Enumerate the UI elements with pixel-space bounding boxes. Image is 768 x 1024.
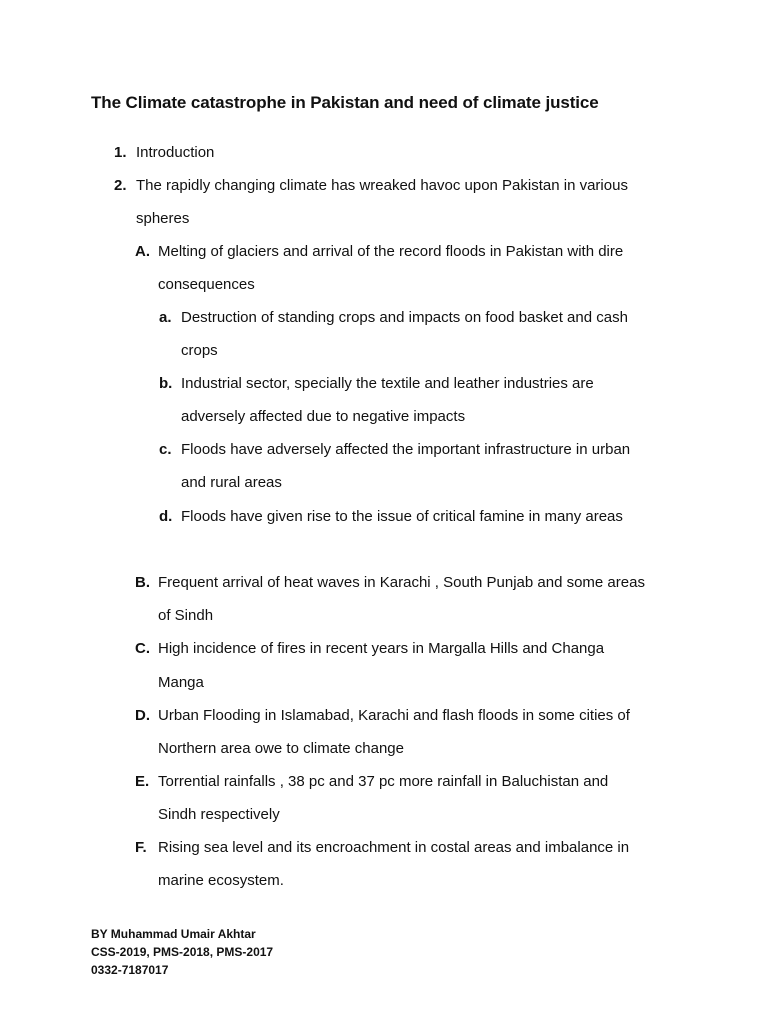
author-footer [91,925,273,979]
document-title: The Climate catastrophe in Pakistan and need of climate justice [91,93,599,112]
author-phone: 0332-7187017 [91,963,169,977]
author-name: BY Muhammad Umair Akhtar [91,927,256,941]
list-item-text: Floods have given rise to the issue of critical famine in many areas [181,508,623,525]
list-marker: 1. [114,144,127,161]
list-marker: E. [135,773,150,790]
list-item-text: Melting of glaciers and arrival of the record floods in Pakistan with dire [158,243,624,260]
list-item-text: Manga [158,674,204,691]
list-marker: B. [135,574,150,591]
list-marker: a. [159,309,172,326]
list-item-text: Industrial sector, specially the textile and leather industries are [181,375,594,392]
list-item-text: Floods have adversely affected the important infrastructure in urban [181,441,631,458]
list-marker: C. [135,640,150,657]
list-marker: b. [159,375,173,392]
list-item-text: High incidence of fires in recent years in Margalla Hills and Changa [158,640,605,657]
list-item-text: Rising sea level and its encroachment in costal areas and imbalance in [158,839,630,856]
list-item-text: Sindh respectively [158,806,280,823]
list-item-text: Frequent arrival of heat waves in Karachi , South Punjab and some areas [158,574,645,591]
list-marker: D. [135,707,150,724]
list-marker: d. [159,508,173,525]
list-item-text: crops [181,342,218,359]
list-item-text: Introduction [136,144,215,161]
list-item-text: The rapidly changing climate has wreaked havoc upon Pakistan in various [136,177,628,194]
list-marker: A. [135,243,150,260]
list-item-text: and rural areas [181,474,282,491]
list-item-text: Northern area owe to climate change [158,740,404,757]
list-marker: 2. [114,177,127,194]
list-marker: c. [159,441,172,458]
list-item-text: consequences [158,276,255,293]
list-item-text: Torrential rainfalls , 38 pc and 37 pc more rainfall in Baluchistan and [158,773,609,790]
list-item-text: adversely affected due to negative impacts [181,408,466,425]
list-item-text: Destruction of standing crops and impacts on food basket and cash [181,309,628,326]
list-item-text: spheres [136,210,190,227]
list-item-text: marine ecosystem. [158,872,284,889]
author-exams: CSS-2019, PMS-2018, PMS-2017 [91,945,274,959]
list-marker: F. [135,839,147,856]
list-item-text: of Sindh [158,607,214,624]
list-item-text: Urban Flooding in Islamabad, Karachi and flash floods in some cities of [158,707,630,724]
